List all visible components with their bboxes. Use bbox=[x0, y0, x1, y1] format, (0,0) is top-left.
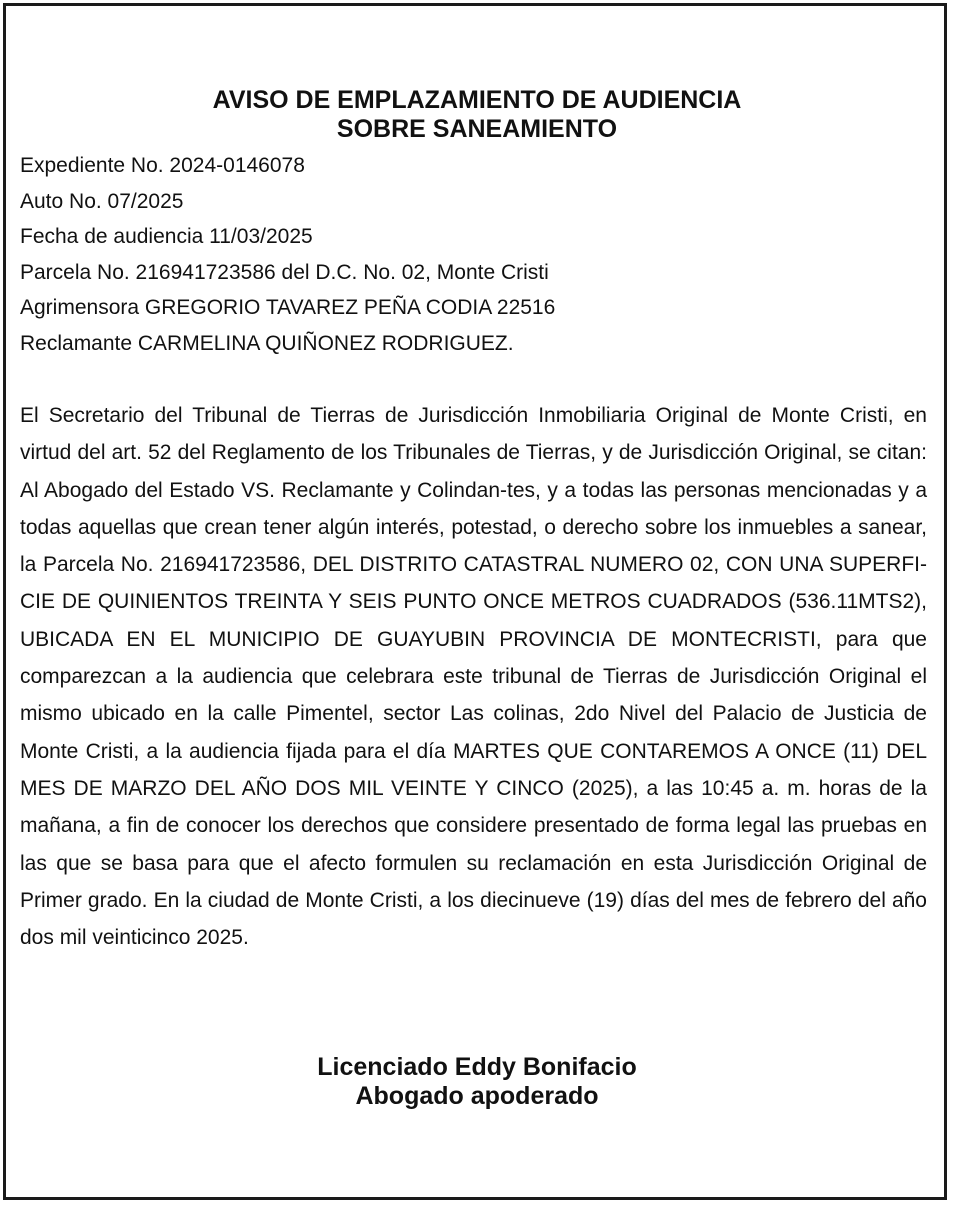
notice-title-line1: AVISO DE EMPLAZAMIENTO DE AUDIENCIA bbox=[212, 86, 742, 114]
expediente-number: Expediente No. 2024-0146078 bbox=[20, 154, 305, 177]
signature-name: Licenciado Eddy Bonifacio bbox=[317, 1053, 637, 1081]
hearing-date: Fecha de audiencia 11/03/2025 bbox=[20, 225, 313, 248]
notice-title-line2: SOBRE SANEAMIENTO bbox=[336, 115, 618, 143]
surveyor: Agrimensora GREGORIO TAVAREZ PEÑA CODIA 22516 bbox=[20, 296, 556, 319]
auto-number: Auto No. 07/2025 bbox=[20, 190, 184, 213]
claimant: Reclamante CARMELINA QUIÑONEZ RODRIGUEZ. bbox=[20, 332, 514, 355]
parcel-number: Parcela No. 216941723586 del D.C. No. 02, Monte Cristi bbox=[20, 261, 549, 284]
signature-role: Abogado apoderado bbox=[355, 1082, 599, 1110]
notice-body: El Secretario del Tribunal de Tierras de Jurisdicción Inmobiliaria Original de Monte Cristi, en virtud del art. 52 del Reglamento de los Tribunales de Tierras, y de Jurisdicción Original, se citan: Al Abogado del Estado VS. Reclamante y Colindan-tes, y a todas las personas mencionadas y a todas aquellas que crean tener algún interés, potestad, o derecho sobre los inmuebles a sanear, la Parcela No. 216941723586, DEL DISTRITO CATASTRAL NUMERO 02, CON UNA SUPERFI-CIE DE QUINIENTOS TREINTA Y SEIS PUNTO ONCE METROS CUADRADOS (536.11MTS2), UBICADA EN EL MUNICIPIO DE GUAYUBIN PROVINCIA DE MONTECRISTI, para que comparezcan a la audiencia que celebrara este tribunal de Tierras de Jurisdicción Original el mismo ubicado en la calle Pimentel, sector Las colinas, 2do Nivel del Palacio de Justicia de Monte Cristi, a la audiencia fijada para el día MARTES QUE CONTAREMOS A ONCE (11) DEL MES DE MARZO DEL AÑO DOS MIL VEINTE Y CINCO (2025), a las 10:45 a. m. horas de la mañana, a fin de conocer los derechos que considere presentado de forma legal las pruebas en las que se basa para que el afecto formulen su reclamación en esta Jurisdicción Original de Primer grado. En la ciudad de Monte Cristi, a los diecinueve (19) días del mes de febrero del año dos mil veinticinco 2025. bbox=[20, 404, 927, 950]
